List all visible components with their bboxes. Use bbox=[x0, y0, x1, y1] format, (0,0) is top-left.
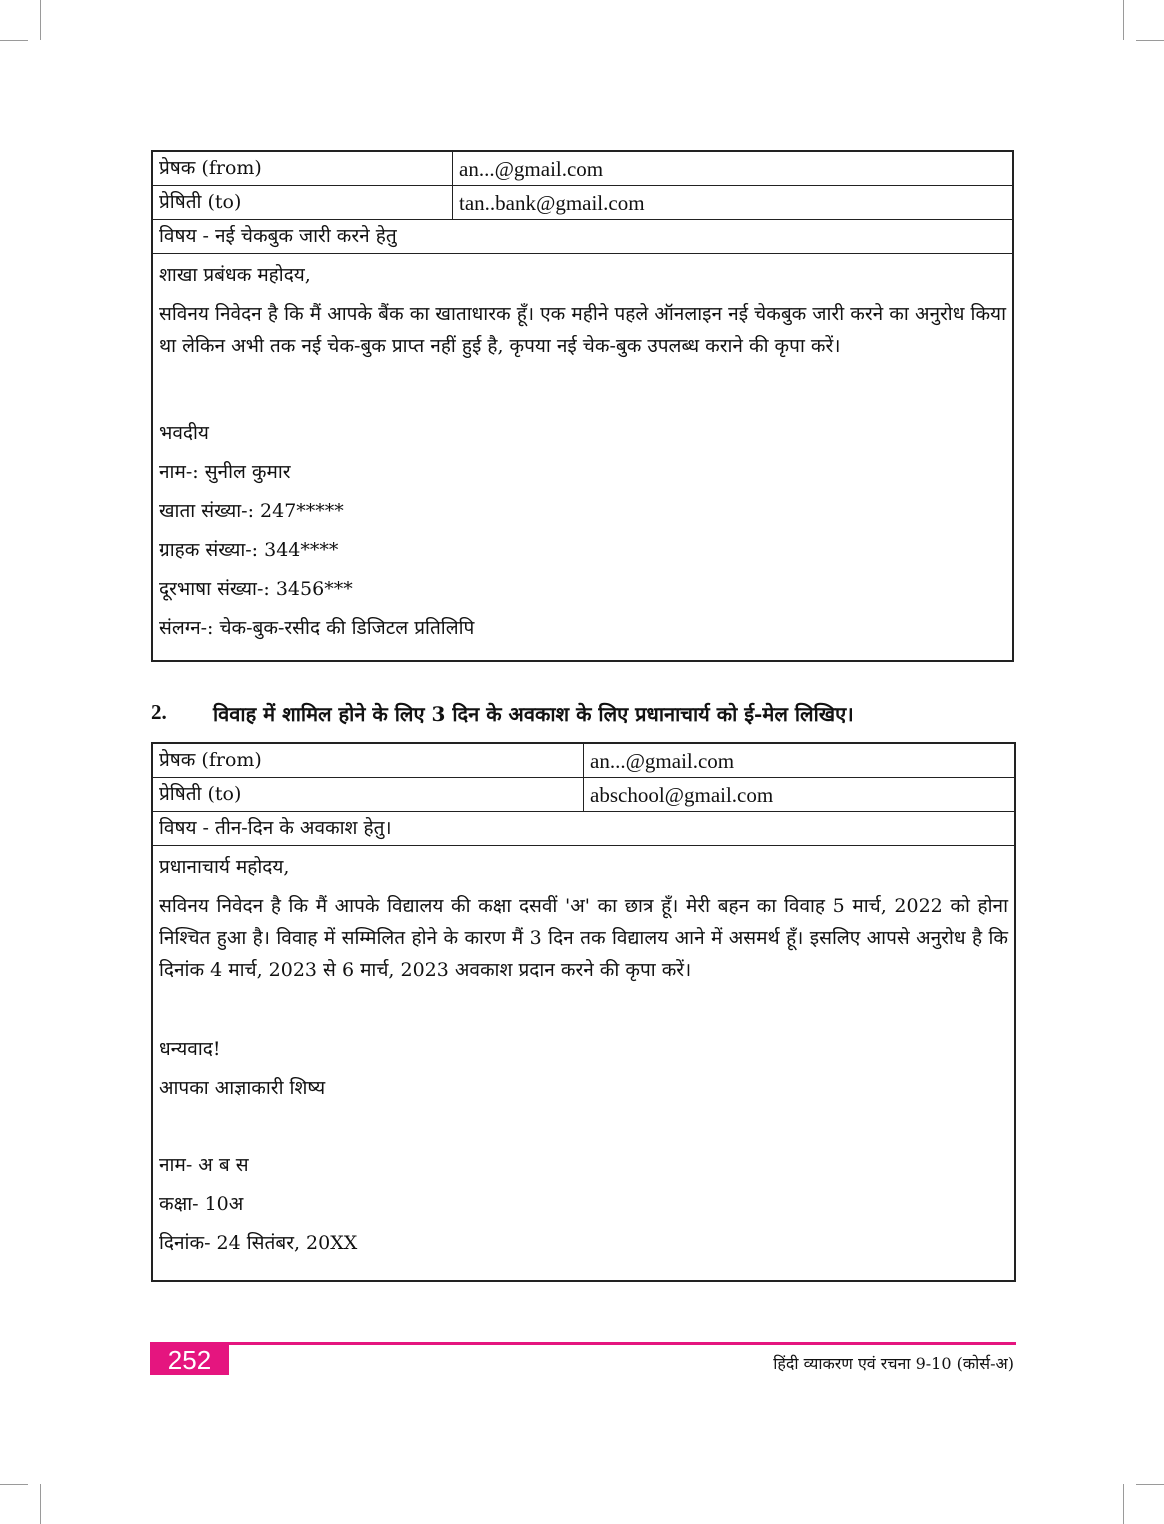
phone-number: दूरभाषा संख्या-: 3456*** bbox=[159, 578, 353, 600]
crop-mark bbox=[1136, 1484, 1164, 1485]
footer-rule bbox=[150, 1342, 1016, 1345]
subject-line: विषय - तीन-दिन के अवकाश हेतु। bbox=[153, 812, 1014, 846]
crop-mark bbox=[0, 1484, 28, 1485]
attachment: संलग्न-: चेक-बुक-रसीद की डिजिटल प्रतिलिपि bbox=[159, 617, 475, 639]
email-body bbox=[153, 846, 1014, 1263]
from-label: प्रेषक (from) bbox=[153, 152, 453, 185]
closing: भवदीय bbox=[159, 422, 209, 444]
to-row bbox=[153, 186, 1012, 220]
question-heading bbox=[151, 700, 1017, 727]
to-label: प्रेषिती (to) bbox=[153, 778, 584, 811]
to-label: प्रेषिती (to) bbox=[153, 186, 453, 219]
email-body bbox=[153, 254, 1012, 648]
book-title: हिंदी व्याकरण एवं रचना 9-10 (कोर्स-अ) bbox=[773, 1354, 1014, 1373]
closing: आपका आज्ञाकारी शिष्य bbox=[159, 1077, 326, 1099]
subject-line: विषय - नई चेकबुक जारी करने हेतु bbox=[153, 220, 1012, 254]
thanks: धन्यवाद! bbox=[159, 1038, 221, 1060]
sender-name: नाम-: सुनील कुमार bbox=[159, 461, 291, 483]
question-number: 2. bbox=[151, 700, 167, 724]
letter-date: दिनांक- 24 सितंबर, 20XX bbox=[159, 1232, 358, 1254]
body-paragraph: सविनय निवेदन है कि मैं आपके बैंक का खाताधारक हूँ। एक महीने पहले ऑनलाइन नई चेकबुक जारी करने का अनुरोध किया था लेकिन अभी तक नई चेक-बुक प्राप्त नहीं हुई है, कृपया नई चेक-बुक उपलब्ध कराने की कृपा करें। bbox=[159, 303, 1006, 357]
from-value: an...@gmail.com bbox=[459, 157, 604, 181]
crop-mark bbox=[40, 0, 41, 40]
to-value: abschool@gmail.com bbox=[590, 783, 774, 807]
crop-mark bbox=[0, 40, 28, 41]
from-label: प्रेषक (from) bbox=[153, 744, 584, 777]
customer-number: ग्राहक संख्या-: 344**** bbox=[159, 539, 339, 561]
from-value: an...@gmail.com bbox=[590, 749, 735, 773]
page-number: 252 bbox=[150, 1345, 229, 1375]
from-row bbox=[153, 744, 1014, 778]
crop-mark bbox=[1136, 40, 1164, 41]
account-number: खाता संख्या-: 247***** bbox=[159, 500, 344, 522]
to-row bbox=[153, 778, 1014, 812]
student-class: कक्षा- 10अ bbox=[159, 1193, 244, 1215]
from-row bbox=[153, 152, 1012, 186]
question-text: विवाह में शामिल होने के लिए 3 दिन के अवकाश के लिए प्रधानाचार्य को ई-मेल लिखिए। bbox=[213, 702, 854, 726]
to-value: tan..bank@gmail.com bbox=[459, 191, 645, 215]
student-name: नाम- अ ब स bbox=[159, 1154, 249, 1176]
salutation: प्रधानाचार्य महोदय, bbox=[159, 856, 290, 878]
crop-mark bbox=[40, 1484, 41, 1524]
crop-mark bbox=[1123, 0, 1124, 40]
email-table-1 bbox=[151, 150, 1014, 662]
email-table-2 bbox=[151, 742, 1016, 1282]
body-paragraph: सविनय निवेदन है कि मैं आपके विद्यालय की कक्षा दसवीं 'अ' का छात्र हूँ। मेरी बहन का विवाह 5 मार्च, 2022 को होना निश्चित हुआ है। विवाह में सम्मिलित होने के कारण मैं 3 दिन तक विद्यालय आने में असमर्थ हूँ। इसलिए आपसे अनुरोध है कि दिनांक 4 मार्च, 2023 से 6 मार्च, 2023 अवकाश प्रदान करने की कृपा करें। bbox=[159, 895, 1008, 981]
crop-mark bbox=[1123, 1484, 1124, 1524]
salutation: शाखा प्रबंधक महोदय, bbox=[159, 264, 311, 286]
